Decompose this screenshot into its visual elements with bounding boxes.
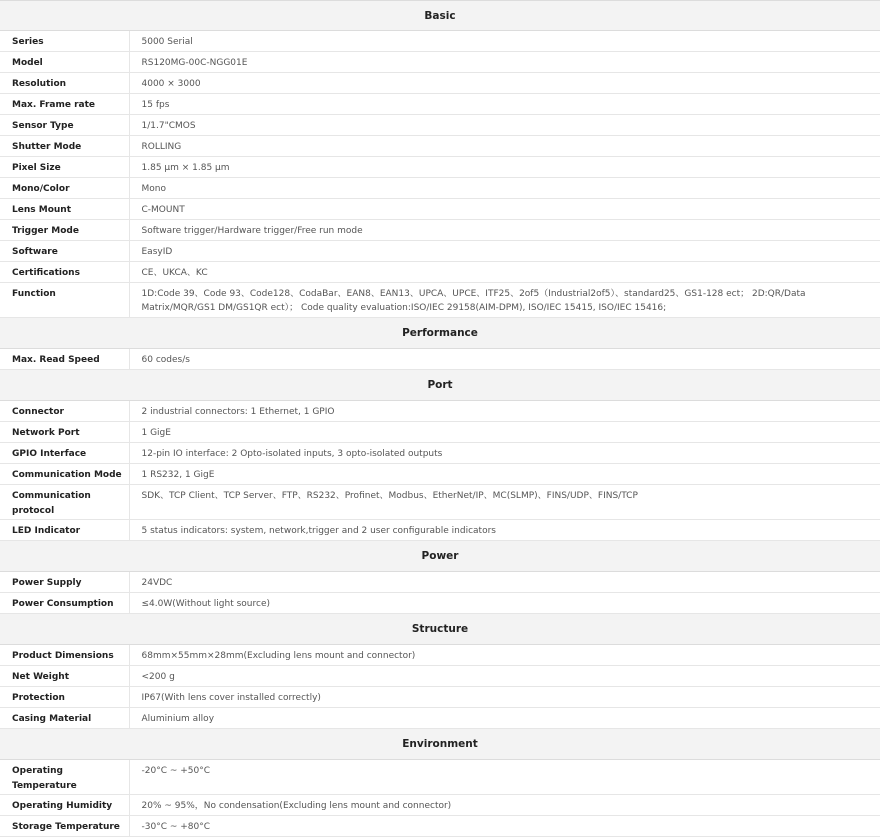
section-header	[0, 614, 880, 645]
section-header	[0, 370, 880, 401]
spec-value: -30°C ~ +80°C	[129, 816, 880, 837]
section-title: Structure	[0, 614, 880, 645]
spec-value: Mono	[129, 178, 880, 199]
spec-row	[0, 157, 880, 178]
spec-label: Communication protocol	[0, 485, 129, 520]
spec-label: Operating Temperature	[0, 760, 129, 795]
spec-value: CE、UKCA、KC	[129, 262, 880, 283]
spec-value: ROLLING	[129, 136, 880, 157]
spec-value: 5 status indicators: system, network,trigger and 2 user configurable indicators	[129, 520, 880, 541]
spec-row	[0, 645, 880, 666]
spec-row	[0, 115, 880, 136]
spec-label: Lens Mount	[0, 199, 129, 220]
spec-value: 20% ~ 95%，No condensation(Excluding lens mount and connector)	[129, 795, 880, 816]
spec-label: Shutter Mode	[0, 136, 129, 157]
spec-label: Model	[0, 52, 129, 73]
spec-row	[0, 422, 880, 443]
section-header	[0, 541, 880, 572]
spec-label: Series	[0, 31, 129, 52]
spec-row	[0, 136, 880, 157]
spec-value: 15 fps	[129, 94, 880, 115]
spec-label: Pixel Size	[0, 157, 129, 178]
spec-label: LED Indicator	[0, 520, 129, 541]
spec-row	[0, 443, 880, 464]
section-title: Performance	[0, 318, 880, 349]
spec-row	[0, 220, 880, 241]
spec-value: 1/1.7"CMOS	[129, 115, 880, 136]
spec-label: Protection	[0, 687, 129, 708]
spec-value: 4000 × 3000	[129, 73, 880, 94]
spec-row	[0, 349, 880, 370]
spec-value: Aluminium alloy	[129, 708, 880, 729]
spec-label: Software	[0, 241, 129, 262]
spec-value: 12-pin IO interface: 2 Opto-isolated inputs, 3 opto-isolated outputs	[129, 443, 880, 464]
spec-row	[0, 593, 880, 614]
spec-row	[0, 94, 880, 115]
spec-row	[0, 572, 880, 593]
spec-label: Casing Material	[0, 708, 129, 729]
spec-label: Max. Frame rate	[0, 94, 129, 115]
spec-label: Power Consumption	[0, 593, 129, 614]
spec-row	[0, 283, 880, 318]
section-title: Port	[0, 370, 880, 401]
spec-row	[0, 401, 880, 422]
spec-row	[0, 485, 880, 520]
spec-value: 1.85 μm × 1.85 μm	[129, 157, 880, 178]
spec-label: Trigger Mode	[0, 220, 129, 241]
spec-value: RS120MG-00C-NGG01E	[129, 52, 880, 73]
spec-value: EasyID	[129, 241, 880, 262]
spec-value: 1D:Code 39、Code 93、Code128、CodaBar、EAN8、EAN13、UPCA、UPCE、ITF25、2of5（Industrial2of5）、standard25、GS1-128 ect； 2D:QR/Data Matrix/MQR/GS1 DM/GS1QR ect）； Code quality evaluation:ISO/IEC 29158(AIM-DPM), ISO/IEC 15415, ISO/IEC 15416;	[129, 283, 880, 318]
spec-label: Operating Humidity	[0, 795, 129, 816]
spec-value: C-MOUNT	[129, 199, 880, 220]
spec-value: ≤4.0W(Without light source)	[129, 593, 880, 614]
spec-value: -20°C ~ +50°C	[129, 760, 880, 795]
spec-label: Max. Read Speed	[0, 349, 129, 370]
spec-row	[0, 73, 880, 94]
spec-value: <200 g	[129, 666, 880, 687]
section-title: Environment	[0, 729, 880, 760]
spec-value: 60 codes/s	[129, 349, 880, 370]
spec-label: Mono/Color	[0, 178, 129, 199]
spec-row	[0, 178, 880, 199]
spec-label: Sensor Type	[0, 115, 129, 136]
spec-label: Product Dimensions	[0, 645, 129, 666]
spec-row	[0, 199, 880, 220]
spec-label: Network Port	[0, 422, 129, 443]
spec-row	[0, 816, 880, 837]
spec-label: Power Supply	[0, 572, 129, 593]
spec-value: 2 industrial connectors: 1 Ethernet, 1 GPIO	[129, 401, 880, 422]
spec-label: Communication Mode	[0, 464, 129, 485]
spec-row	[0, 795, 880, 816]
spec-row	[0, 687, 880, 708]
section-title: Power	[0, 541, 880, 572]
spec-label: GPIO Interface	[0, 443, 129, 464]
spec-value: 1 RS232, 1 GigE	[129, 464, 880, 485]
section-header	[0, 318, 880, 349]
spec-value: SDK、TCP Client、TCP Server、FTP、RS232、Profinet、Modbus、EtherNet/IP、MC(SLMP)、FINS/UDP、FINS/TCP	[129, 485, 880, 520]
spec-label: Storage Temperature	[0, 816, 129, 837]
spec-value: IP67(With lens cover installed correctly)	[129, 687, 880, 708]
spec-row	[0, 708, 880, 729]
section-header	[0, 1, 880, 31]
spec-value: Software trigger/Hardware trigger/Free run mode	[129, 220, 880, 241]
spec-label: Connector	[0, 401, 129, 422]
spec-label: Net Weight	[0, 666, 129, 687]
spec-value: 5000 Serial	[129, 31, 880, 52]
spec-row	[0, 464, 880, 485]
spec-row	[0, 262, 880, 283]
section-title: Basic	[0, 1, 880, 31]
spec-row	[0, 520, 880, 541]
spec-row	[0, 52, 880, 73]
spec-value: 68mm×55mm×28mm(Excluding lens mount and connector)	[129, 645, 880, 666]
spec-value: 24VDC	[129, 572, 880, 593]
section-header	[0, 729, 880, 760]
spec-table-body	[0, 1, 880, 837]
spec-row	[0, 760, 880, 795]
spec-row	[0, 241, 880, 262]
spec-row	[0, 31, 880, 52]
spec-value: 1 GigE	[129, 422, 880, 443]
spec-label: Function	[0, 283, 129, 318]
spec-label: Resolution	[0, 73, 129, 94]
spec-label: Certifications	[0, 262, 129, 283]
spec-row	[0, 666, 880, 687]
